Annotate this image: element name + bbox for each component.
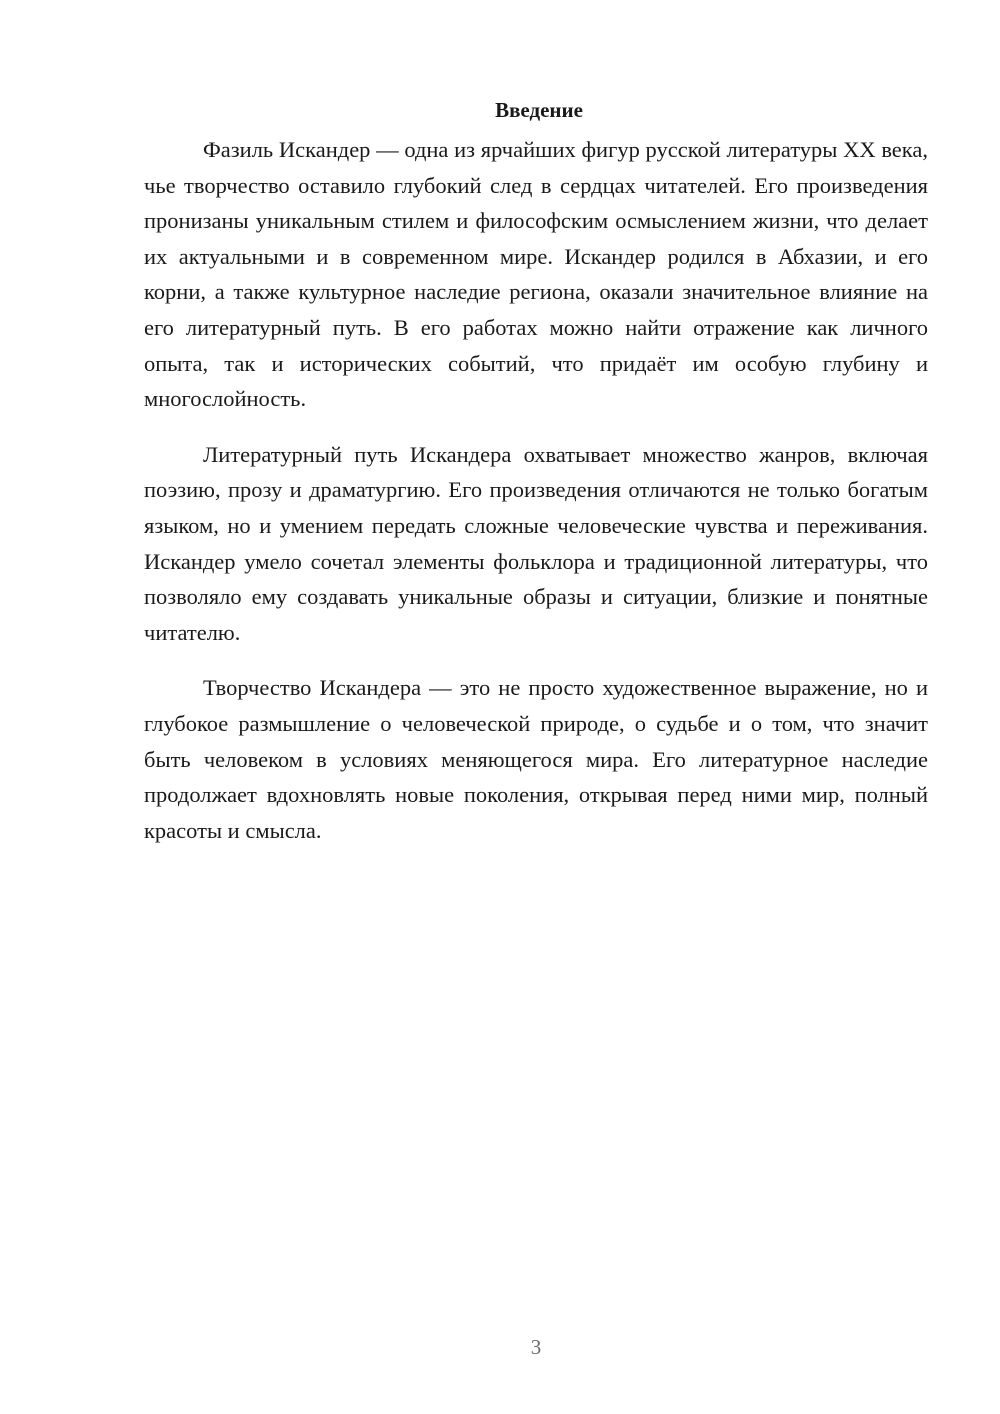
section-title: Введение	[495, 98, 583, 122]
paragraph-3: Творчество Искандера — это не просто художественное выражение, но и глубокое размышление о человеческой природе, о судьбе и о том, что значит быть человеком в условиях меняющегося мира. Его литературное наследие продолжает вдохновлять новые поколения, открывая перед ними мир, полный красоты и смысла.	[144, 675, 928, 843]
page-number: 3	[530, 1335, 542, 1359]
paragraph-2: Литературный путь Искандера охватывает множество жанров, включая поэзию, прозу и драматургию. Его произведения отличаются не только богатым языком, но и умением передать сложные человеческие чувства и переживания. Искандер умело сочетал элементы фольклора и традиционной литературы, что позволяло ему создавать уникальные образы и ситуации, близкие и понятные читателю.	[144, 441, 928, 645]
page-content	[144, 92, 928, 868]
paragraph-1: Фазиль Искандер — одна из ярчайших фигур русской литературы XX века, чье творчество оставило глубокий след в сердцах читателей. Его произведения пронизаны уникальным стилем и философским осмыслением жизни, что делает их актуальными и в современном мире. Искандер родился в Абхазии, и его корни, а также культурное наследие региона, оказали значительное влияние на его литературный путь. В его работах можно найти отражение как личного опыта, так и исторических событий, что придаёт им особую глубину и многослойность.	[144, 137, 928, 412]
